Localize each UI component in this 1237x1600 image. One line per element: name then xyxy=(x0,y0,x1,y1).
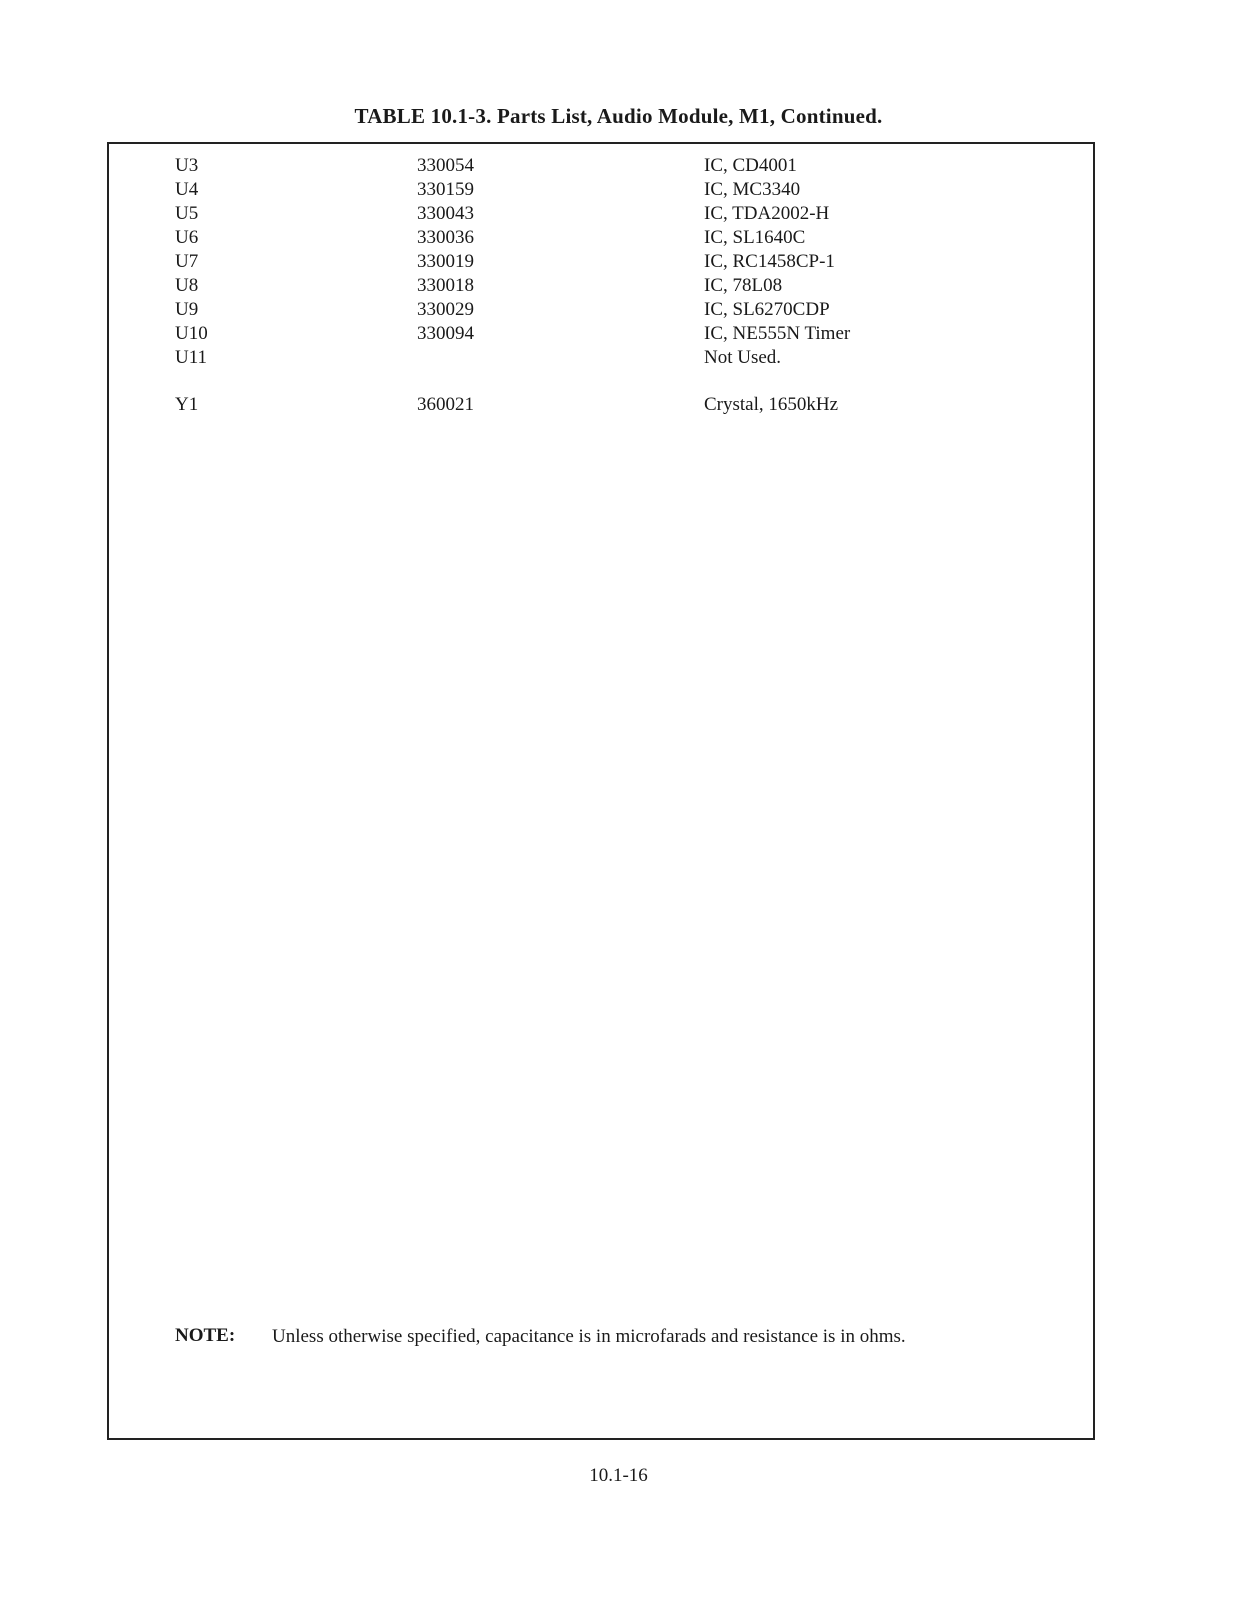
reference-designator: U7 xyxy=(175,251,199,272)
table-row xyxy=(0,322,1237,346)
part-description: IC, SL1640C xyxy=(704,227,806,248)
reference-designator: U6 xyxy=(175,227,199,248)
part-description: IC, SL6270CDP xyxy=(704,299,830,320)
table-row xyxy=(0,250,1237,274)
part-number: 330019 xyxy=(417,251,474,272)
part-description: IC, TDA2002-H xyxy=(704,203,830,224)
table-row xyxy=(0,274,1237,298)
table-row xyxy=(0,202,1237,226)
part-number: 330054 xyxy=(417,155,474,176)
part-description: IC, CD4001 xyxy=(704,155,797,176)
part-description: Not Used. xyxy=(704,347,782,368)
reference-designator: U5 xyxy=(175,203,199,224)
reference-designator: Y1 xyxy=(175,394,199,415)
part-description: IC, NE555N Timer xyxy=(704,323,851,344)
reference-designator: U11 xyxy=(175,347,208,368)
parts-list xyxy=(0,154,1237,417)
reference-designator: U4 xyxy=(175,179,199,200)
part-description: IC, RC1458CP-1 xyxy=(704,251,835,272)
table-row xyxy=(0,178,1237,202)
part-number: 330018 xyxy=(417,275,474,296)
page-number: 10.1-16 xyxy=(589,1465,648,1486)
table-row xyxy=(0,154,1237,178)
part-number: 330159 xyxy=(417,179,474,200)
reference-designator: U9 xyxy=(175,299,199,320)
table-row xyxy=(0,346,1237,370)
part-number: 360021 xyxy=(417,394,474,415)
table-title: TABLE 10.1-3. Parts List, Audio Module, M1, Continued. xyxy=(354,104,883,128)
part-description: Crystal, 1650kHz xyxy=(704,394,839,415)
table-row xyxy=(0,393,1237,417)
part-number: 330094 xyxy=(417,323,474,344)
part-description: IC, MC3340 xyxy=(704,179,801,200)
table-row xyxy=(0,226,1237,250)
reference-designator: U8 xyxy=(175,275,199,296)
part-number: 330043 xyxy=(417,203,474,224)
reference-designator: U3 xyxy=(175,155,199,176)
reference-designator: U10 xyxy=(175,323,208,344)
part-number: 330036 xyxy=(417,227,474,248)
note-text: Unless otherwise specified, capacitance is in microfarads and resistance is in ohms. xyxy=(272,1326,906,1347)
table-row xyxy=(0,298,1237,322)
part-number: 330029 xyxy=(417,299,474,320)
note-label: NOTE: xyxy=(175,1325,236,1346)
part-description: IC, 78L08 xyxy=(704,275,783,296)
